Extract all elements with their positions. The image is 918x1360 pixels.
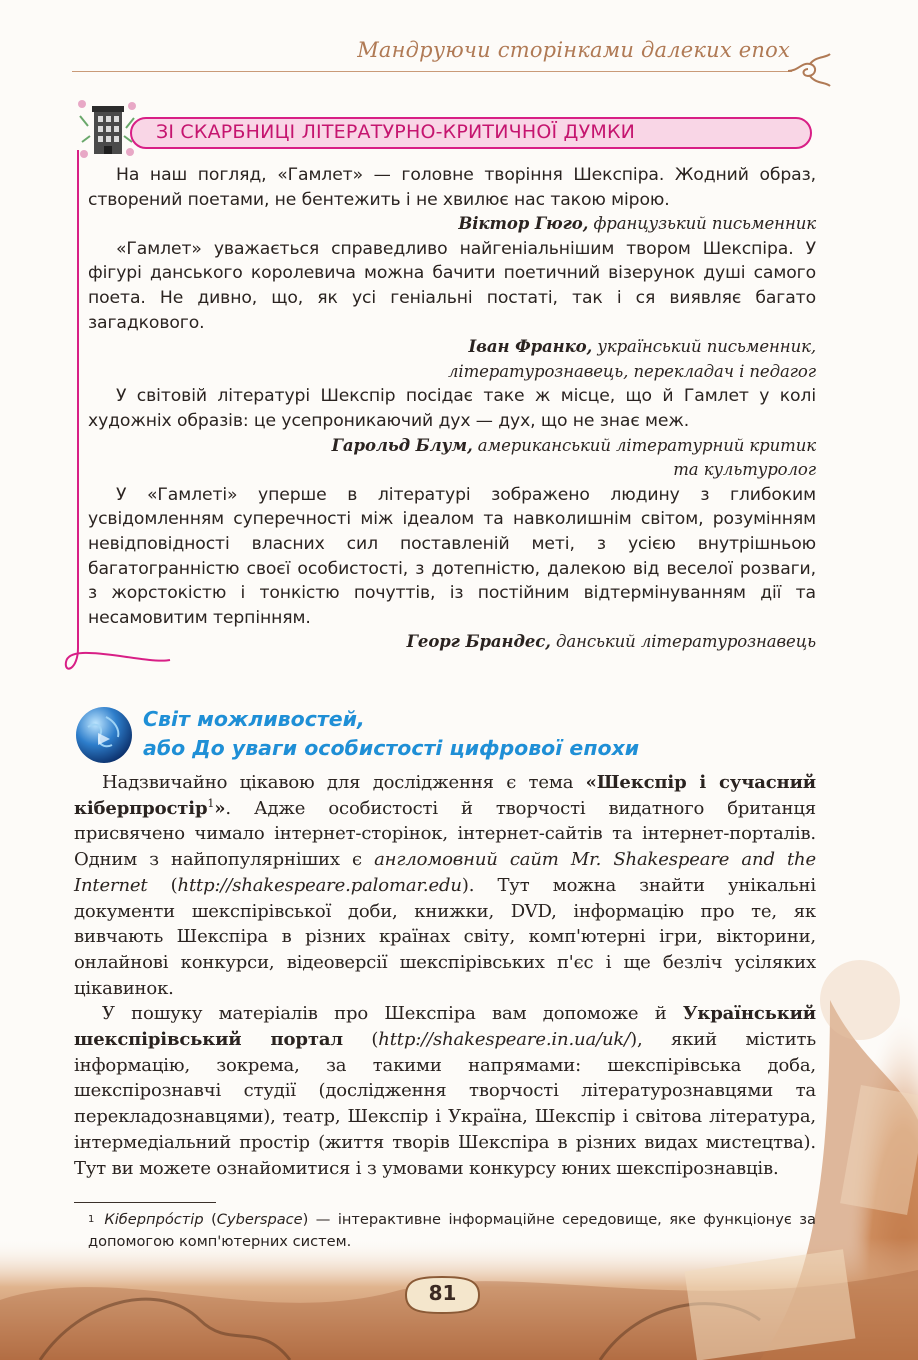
text-run: ), який містить інформацію, зокрема, за такими напрямами: шекспірівська доба, шекспірознавчі студії (дослідження творчості літературознавцями та перекладознавцями), театр, Шекспір і Україна, Шекспір і світова література, інтермедіальний простір (життя творів Шекспіра в різних видах мистецтва). Тут ви можете ознайомитися і з умовами конкурсу юних шекспірознавців.	[74, 1029, 817, 1179]
quote-text: На наш погляд, «Гамлет» — головне творіння Шекспіра. Жодний образ, створений поетами, не бентежить і не хвилює нас такою мірою.	[88, 165, 816, 210]
quote-attribution	[88, 335, 816, 384]
quote-author: Георг Брандес,	[406, 632, 551, 652]
running-head: Мандруючи сторінками далеких епох	[357, 38, 790, 62]
text-run: У пошуку матеріалів про Шекспіра вам допоможе й	[102, 1003, 683, 1025]
page-number: 81	[428, 1281, 457, 1305]
paragraph	[74, 1001, 816, 1181]
banner-title: ЗІ СКАРБНИЦІ ЛІТЕРАТУРНО-КРИТИЧНОЇ ДУМКИ	[156, 121, 636, 143]
section-title-line: Світ можливостей,	[143, 707, 365, 731]
critical-quotes	[88, 163, 816, 655]
footnote-rule	[74, 1202, 216, 1203]
footnote-term: Кіберпро́стір	[104, 1211, 204, 1228]
footnote	[88, 1209, 816, 1253]
text-run: (	[147, 874, 178, 896]
text-run: (	[203, 1211, 217, 1228]
globe-icon	[74, 705, 134, 765]
section-title	[143, 705, 639, 763]
section-title-line: або До уваги особистості цифрової епохи	[143, 736, 640, 760]
text-run: . Адже особистості й творчості видатного британця присвячено чимало інтернет-сторінок, інтернет-сайтів та інтернет-порталів. Одним з найпопулярніших є	[74, 797, 816, 871]
url-text: http://shakespeare.palomar.edu	[177, 874, 462, 896]
header-rule	[72, 71, 792, 72]
quote-text: У світовій літературі Шекспір посідає таке ж місце, що й Гамлет у колі художніх образів: це усепроникаючий дух — дух, що не знає меж.	[88, 386, 816, 431]
quote-author: Гарольд Блум,	[331, 435, 473, 455]
text-run: ). Тут можна знайти унікальні документи шекспірівської доби, книжки, DVD, інформацію про те, як вивчають Шекспіра в різних країнах світу, комп'ютерні ігри, вікторини, онлайнові конкурси, відеоверсії шекспірівських п'єс і ще безліч усіляких цікавинок.	[74, 874, 816, 999]
quote-text: «Гамлет» уважається справедливо найгеніальнішим твором Шекспіра. У фігурі данського королевича можна бачити поетичний візерунок душі самого поета. Не дивно, що, як усі геніальні постаті, так і ся виявляє багато загадкового.	[88, 238, 816, 333]
quote-author-role: французький письменник	[593, 214, 816, 234]
italic-run: англомовний сайт Mr. Shakespeare and the Internet	[74, 849, 816, 896]
quote-attribution	[88, 434, 816, 483]
footnote-ref: 1	[207, 796, 215, 810]
bold-run: «Шекспір і сучасний кіберпростір	[74, 772, 816, 819]
footnote-number: 1	[88, 1214, 95, 1225]
text-run: ) — інтерактивне інформаційне середовище, яке функціонує за допомогою комп'ютерних систем.	[88, 1211, 816, 1250]
quote-attribution	[88, 630, 816, 655]
text-run: Надзвичайно цікавою для дослідження є тема	[102, 772, 586, 793]
quote-author-role: літературознавець, перекладач і педагог	[447, 361, 816, 381]
bold-run: »	[214, 797, 226, 819]
footnote-term-en: Cyberspace	[216, 1211, 303, 1228]
bold-run: Український шекспірівський портал	[74, 1003, 816, 1051]
quote-author-role: та культуролог	[673, 460, 816, 480]
quote-attribution	[88, 212, 816, 237]
quote-author-role: американський літературний критик	[477, 435, 816, 455]
body-text	[74, 770, 816, 1181]
paragraph	[74, 770, 816, 1001]
quote-author-role: український письменник,	[597, 337, 816, 357]
quote-author-role: данський літературознавець	[555, 632, 816, 652]
quote-author: Віктор Гюго,	[458, 214, 589, 234]
url-text: http://shakespeare.in.ua/uk/	[378, 1029, 631, 1051]
quote-text: У «Гамлеті» уперше в літературі зображено людину з глибоким усвідомленням суперечності між ідеалом та навколишнім світом, розумінням невідповідності власних сил поставленій меті, з усією внутрішньою багатогранністю своєї особистості, з дотепністю, далекою від веселої розваги, з жорстокістю і тонкістю почуттів, із постійним відтермінуванням дії та несамовитим терпінням.	[88, 484, 816, 628]
text-run: (	[342, 1029, 379, 1051]
quote-author: Іван Франко,	[468, 337, 593, 357]
flourish-icon	[786, 52, 836, 88]
